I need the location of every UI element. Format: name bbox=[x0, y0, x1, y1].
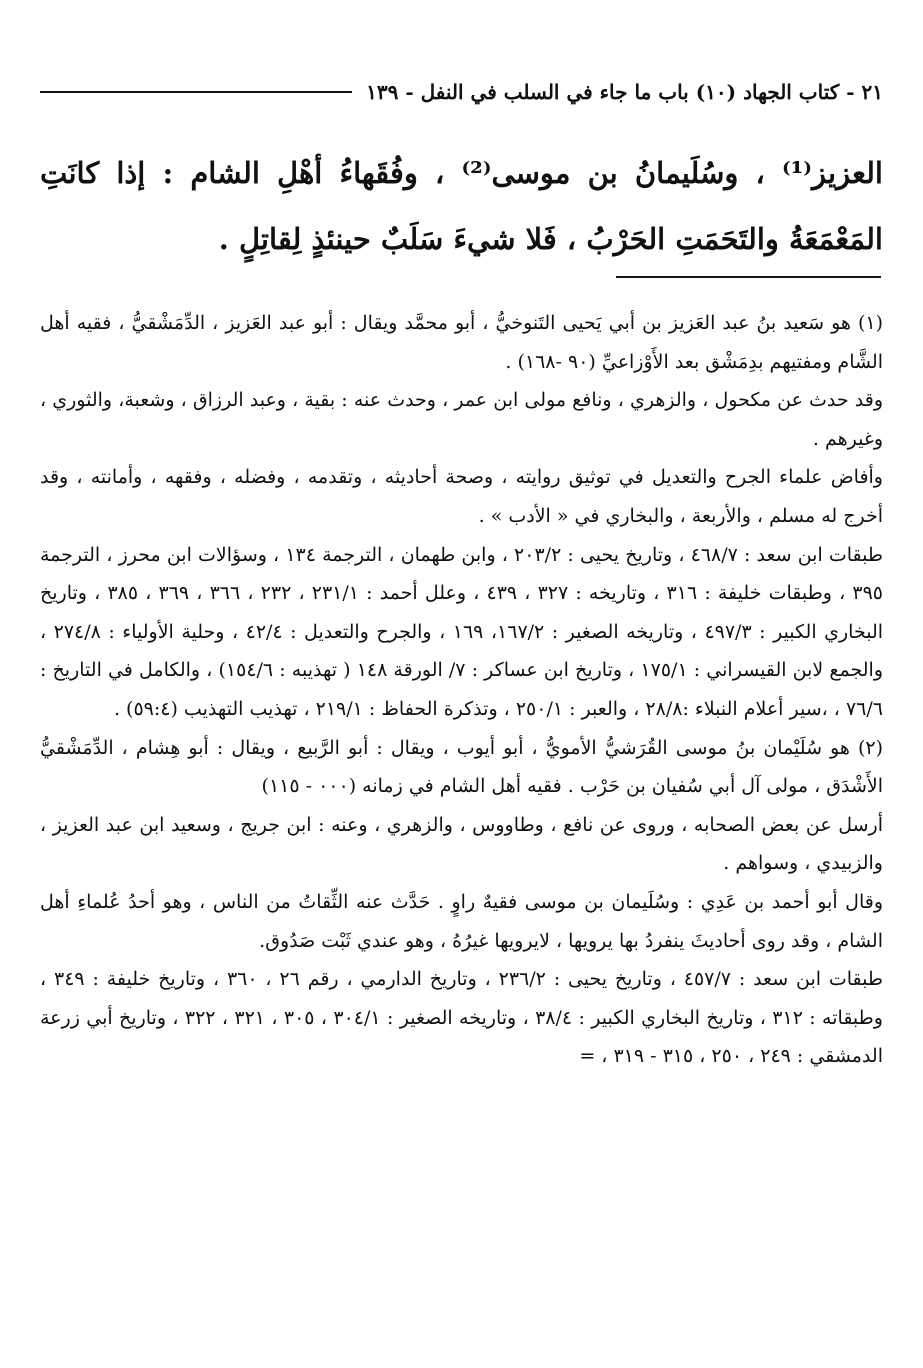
header-rule bbox=[40, 91, 352, 93]
footnote-1-narrators: وقد حدث عن مكحول ، والزهري ، ونافع مولى ابن عمر ، وحدث عنه : بقية ، وعبد الرزاق ، وشعبة، والثوري ، وغيرهم . bbox=[40, 389, 883, 450]
footnote-2-bio: (٢) هو سُلَيْمان بنُ موسى القُرَشيُّ الأمويُّ ، أبو أيوب ، ويقال : أبو الرَّبيع ، ويقال : أبو هِشام ، الدِّمَشْقيُّ الأَشْدَق ، مولى آل أبي سُفيان بن حَرْب . فقيه أهل الشام في زمانه (٠٠٠ - ١١٥) bbox=[40, 736, 883, 798]
footnote-1-bio: (١) هو سَعيد بنُ عبد العَزيز بن أبي يَحيى التَنوخيُّ ، أبو محمَّد ويقال : أبو عبد العَزيز ، الدِّمَشْقيُّ ، فقيه أهل الشَّام ومفتيهم بدِمَشْق بعد الأَوْزاعيِّ (٩٠ -١٦٨) . bbox=[40, 312, 883, 373]
footnote-2-assessment: وقال أبو أحمد بن عَدِي : وسُلَيمان بن موسى فقيهٌ راوٍ . حَدَّث عنه الثِّقاتُ من الناس ، وهو أحدُ عُلماءِ أهل الشام ، وقد روى أحاديثَ ينفردُ بها يرويها ، لايرويها غيرُهُ ، وهو عندي ثَبْت صَدُوق. bbox=[40, 890, 883, 952]
footnote-separator bbox=[616, 276, 881, 278]
main-paragraph: العزيز⁽¹⁾ ، وسُلَيمانُ بن موسى⁽²⁾ ، وفُقَهاءُ أهْلِ الشام : إذا كانَتِ المَعْمَعَةُ والتَحَمَتِ الحَرْبُ ، فَلا شيءَ سَلَبٌ حينئذٍ لِقاتِلٍ . bbox=[40, 156, 883, 256]
footnotes-block bbox=[40, 304, 883, 1076]
footnote-2-narrators: أرسل عن بعض الصحابه ، وروى عن نافع ، وطاووس ، والزهري ، وعنه : ابن جريج ، وسعيد ابن عبد العزيز ، والزبيدي ، وسواهم . bbox=[40, 813, 883, 875]
running-header bbox=[40, 72, 883, 112]
footnote-2-sources: طبقات ابن سعد : ٤٥٧/٧ ، وتاريخ يحيى : ٢٣٦/٢ ، وتاريخ الدارمي ، رقم ٢٦ ، ٣٦٠ ، وتاريخ خليفة : ٣٤٩ ، وطبقاته : ٣١٢ ، وتاريخ البخاري الكبير : ٣٨/٤ ، وتاريخه الصغير : ٣٠٤/١ ، ٣٠٥ ، ٣٢١ ، ٣٢٢ ، وتاريخ أبي زرعة الدمشقي : ٢٤٩ ، ٢٥٠ ، ٣١٥ - ٣١٩ ، = bbox=[40, 968, 884, 1068]
main-text-block bbox=[40, 140, 883, 272]
footnote-1-sources: طبقات ابن سعد : ٤٦٨/٧ ، وتاريخ يحيى : ٢٠٣/٢ ، وابن طهمان ، الترجمة ١٣٤ ، وسؤالات ابن محرز ، الترجمة ٣٩٥ ، وطبقات خليفة : ٣١٦ ، وتاريخه : ٣٢٧ ، ٤٣٩ ، وعلل أحمد : ٢٣١/١ ، ٢٣٢ ، ٣٦٦ ، ٣٦٩ ، ٣٨٥ ، وتاريخ البخاري الكبير : ٤٩٧/٣ ، وتاريخه الصغير : ١٦٧/٢، ١٦٩ ، والجرح والتعديل : ٤٢/٤ ، وحلية الأولياء : ٢٧٤/٨ ، والجمع لابن القيسراني : ١٧٥/١ ، وتاريخ ابن عساكر : ٧/ الورقة ١٤٨ ( تهذيبه : ١٥٤/٦) ، والكامل في التاريخ : ٧٦/٦ ، ،سير أعلام النبلاء :٢٨/٨ ، والعبر : ٢٥٠/١ ، وتذكرة الحفاظ : ٢١٩/١ ، تهذيب التهذيب (٥٩:٤) . bbox=[40, 543, 884, 720]
footnote-1-assessment: وأفاض علماء الجرح والتعديل في توثيق روايته ، وصحة أحاديثه ، وتقدمه ، وفضله ، وفقهه ، وأمانته ، وقد أخرج له مسلم ، والأربعة ، والبخاري في « الأدب » . bbox=[40, 466, 883, 527]
running-header-title: ٢١ - كتاب الجهاد (١٠) باب ما جاء في السلب في النفل - ١٣٩ bbox=[366, 80, 883, 104]
